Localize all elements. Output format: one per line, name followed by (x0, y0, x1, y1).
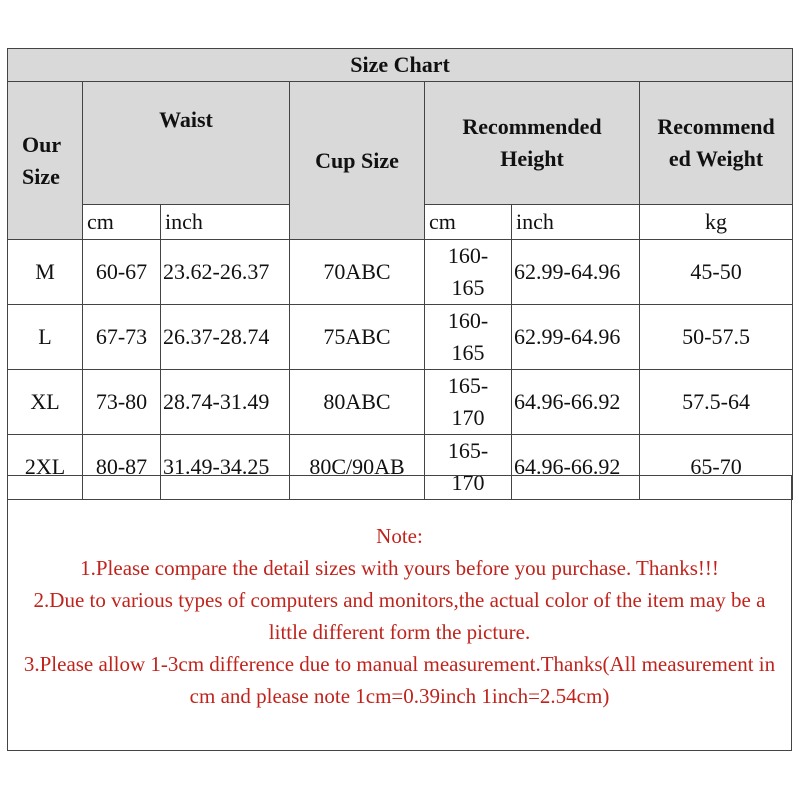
height-cm-line2: 165 (451, 340, 485, 365)
header-height-line1: Recommended (462, 114, 602, 139)
table-title: Size Chart (8, 49, 793, 82)
header-weight-line1: Recommend (657, 114, 775, 139)
height-cm-line1: 160- (447, 243, 489, 268)
unit-height-inch: inch (512, 205, 640, 240)
height-cm-line2: 165 (451, 275, 485, 300)
header-waist: Waist (83, 82, 290, 205)
unit-waist-inch: inch (161, 205, 290, 240)
unit-height-cm: cm (425, 205, 512, 240)
header-recommended-weight (640, 82, 793, 205)
note-item-3: 3.Please allow 1-3cm difference due to manual measurement.Thanks(All measurement in cm and please note 1cm=0.39inch 1inch=2.54cm) (23, 652, 776, 708)
notes-box (7, 475, 792, 751)
weight-kg-cell: 65-70 (640, 435, 793, 500)
header-weight-line2: ed Weight (668, 146, 764, 171)
size-cell: XL (8, 370, 83, 435)
note-item-2: 2.Due to various types of computers and monitors,the actual color of the item may be a little different form the picture. (33, 588, 766, 644)
height-cm-line1: 165- (447, 438, 489, 463)
height-cm-line2: 170 (451, 470, 485, 495)
cup-size-cell: 80C/90AB (290, 435, 425, 500)
height-cm-line1: 165- (447, 373, 489, 398)
cup-size-cell: 70ABC (290, 240, 425, 305)
header-our-size (8, 82, 83, 240)
waist-inch-cell: 23.62-26.37 (161, 240, 290, 305)
height-inch-cell: 62.99-64.96 (512, 305, 640, 370)
size-chart-table (7, 48, 793, 500)
waist-cm-cell: 60-67 (83, 240, 161, 305)
waist-cm-cell: 67-73 (83, 305, 161, 370)
header-our-size-line2: Size (22, 163, 60, 189)
size-cell: M (8, 240, 83, 305)
cup-size-cell: 75ABC (290, 305, 425, 370)
height-inch-cell: 62.99-64.96 (512, 240, 640, 305)
note-item-1: 1.Please compare the detail sizes with yours before you purchase. Thanks!!! (80, 556, 719, 580)
header-recommended-height (425, 82, 640, 205)
header-our-size-line1: Our (22, 131, 62, 157)
height-cm-cell (425, 370, 512, 435)
waist-inch-cell: 28.74-31.49 (161, 370, 290, 435)
weight-kg-cell: 57.5-64 (640, 370, 793, 435)
note-heading: Note: (376, 524, 423, 548)
height-cm-line1: 160- (447, 308, 489, 333)
unit-waist-cm: cm (83, 205, 161, 240)
weight-kg-cell: 45-50 (640, 240, 793, 305)
height-cm-cell (425, 240, 512, 305)
height-cm-cell (425, 305, 512, 370)
header-cup-size: Cup Size (290, 82, 425, 240)
header-height-line2: Height (500, 146, 564, 171)
table-row (8, 305, 793, 370)
size-cell: 2XL (8, 435, 83, 500)
height-inch-cell: 64.96-66.92 (512, 370, 640, 435)
cup-size-cell: 80ABC (290, 370, 425, 435)
height-cm-line2: 170 (451, 405, 485, 430)
table-row (8, 370, 793, 435)
size-cell: L (8, 305, 83, 370)
unit-weight-kg: kg (640, 205, 793, 240)
table-row (8, 240, 793, 305)
waist-cm-cell: 80-87 (83, 435, 161, 500)
height-inch-cell: 64.96-66.92 (512, 435, 640, 500)
waist-inch-cell: 26.37-28.74 (161, 305, 290, 370)
waist-cm-cell: 73-80 (83, 370, 161, 435)
weight-kg-cell: 50-57.5 (640, 305, 793, 370)
waist-inch-cell: 31.49-34.25 (161, 435, 290, 500)
